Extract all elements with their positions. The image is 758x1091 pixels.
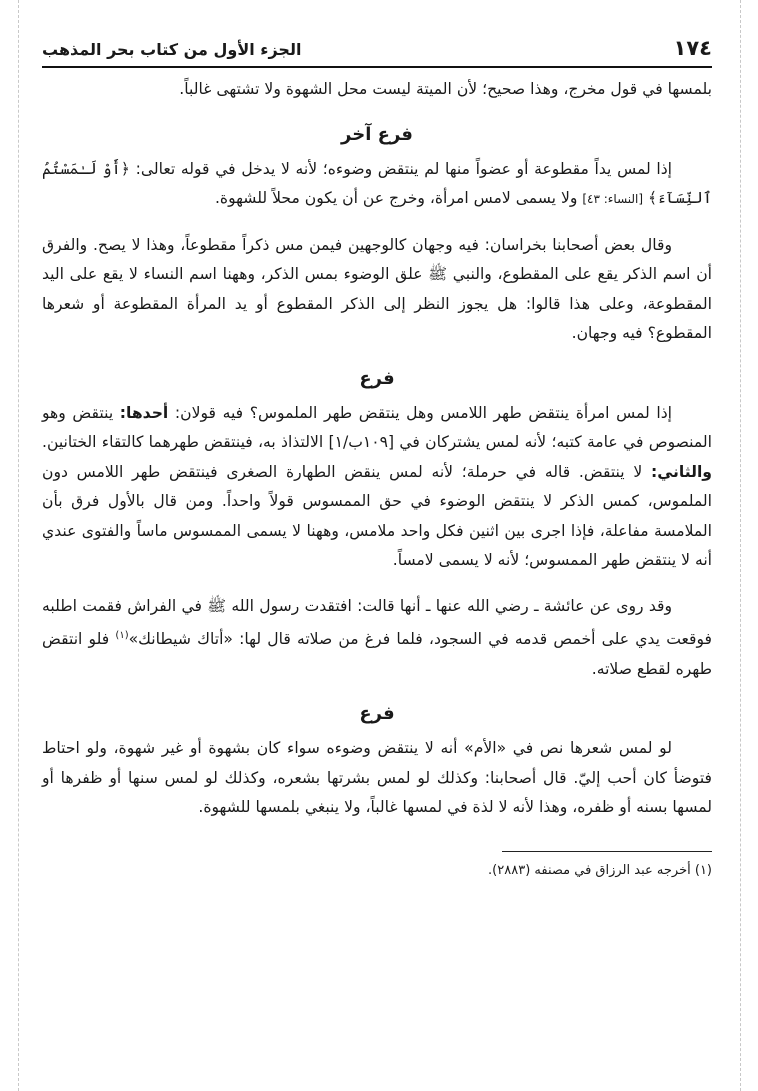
binding-fold-right bbox=[740, 0, 741, 1091]
binding-fold-left bbox=[18, 0, 19, 1091]
text-run: إذا لمس امرأة ينتقض طهر اللامس وهل ينتقض طهر الملموس؟ فيه قولان: bbox=[168, 403, 672, 422]
footnote-marker: (١) bbox=[115, 630, 129, 641]
verse-reference: [النساء: ٤٣] bbox=[582, 192, 644, 206]
text-run: وقد روى عن عائشة ـ رضي الله عنها ـ أنها قالت: افتقدت رسول الله ﷺ في الفراش فقمت اطلبه فوقعت يدي على أخمص قدمه في السجود، فلما فرغ من صلاته قال لها: «أتاك شيطانك» bbox=[42, 596, 712, 649]
lead-word-second: والثاني: bbox=[651, 462, 712, 481]
section-heading-far-1: فرع bbox=[359, 367, 395, 389]
book-page bbox=[42, 36, 712, 882]
footnote: (١) أخرجه عبد الرزاق في مصنفه (٢٨٨٣). bbox=[488, 862, 712, 878]
text-run: لا ينتقض. قاله في حرملة؛ لأنه لمس ينقض الطهارة الصغرى فينتقض طهر اللامس دون الملموس، كمس الذكر لا ينتقض الوضوء في حق الممسوس قولاً واحداً. ومن قال بالأول فرق بأن الملامسة مفاعلة، فإذا اجرى بين اثنين فكل واحد ملامس، وههنا لا يسمى الممسوس ماساً والفتوى عندي أنه لا ينتقض طهر الممسوس؛ لأنه لا يسمى لامساً. bbox=[42, 462, 712, 569]
text-run: إذا لمس يداً مقطوعة أو عضواً منها لم ينتقض وضوءه؛ لأنه لا يدخل في قوله تعالى: bbox=[129, 159, 672, 178]
page-number: ١٧٤ bbox=[673, 36, 712, 60]
text-run: ولا يسمى لامس امرأة، وخرج عن أن يكون محلاً للشهوة. bbox=[214, 189, 583, 207]
text-run: ينتقض وهو المنصوص في عامة كتبه؛ لأنه لمس يشتركان في [١٠٩ب/١] الالتذاذ به، فينتقض طهرهما كالتقاء الختانين. bbox=[42, 403, 712, 451]
footnote-divider bbox=[502, 851, 712, 852]
paragraph-khurasan-view: وقال بعض أصحابنا بخراسان: فيه وجهان كالوجهين فيمن مس ذكراً مقطوعاً، وهذا لا يصح. والفرق أن اسم الذكر يقع على المقطوع، والنبي ﷺ علق الوضوء بمس الذكر، وههنا اسم النساء لا يقع على اليد المقطوعة، وعلى هذا قالوا: هل يجوز النظر إلى الذكر المقطوع أو يد المرأة المقطوعة أو شعرها المقطوع؟ فيه وجهان. bbox=[42, 235, 712, 342]
paragraph-cut-hand bbox=[42, 155, 712, 215]
section-heading-far-2: فرع bbox=[359, 703, 395, 725]
paragraph-two-opinions bbox=[42, 399, 712, 576]
page-header bbox=[42, 36, 712, 68]
paragraph-aisha-hadith bbox=[42, 592, 712, 685]
text-run: فلو انتقض طهره لقطع صلاته. bbox=[42, 630, 712, 678]
intro-paragraph: بلمسها في قول مخرج، وهذا صحيح؛ لأن الميتة ليست محل الشهوة ولا تشتهى غالباً. bbox=[179, 80, 712, 98]
paragraph-hair-touch: لو لمس شعرها نص في «الأم» أنه لا ينتقض وضوءه سواء كان بشهوة أو غير شهوة، ولو احتاط فتوضأ كان أحب إليّ. قال أصحابنا: وكذلك لو لمس بشرتها بشعره، وكذلك لو لمس سنها أو ظفرها أو لمسها بسنه أو ظفره، وهذا لأنه لا لذة في لمسها غالباً، ولا ينبغي بلمسها للشهوة. bbox=[42, 739, 712, 817]
quran-verse: ﴿أَوْ لَـٰمَسْتُمُ ٱلنِّسَآءَ﴾ bbox=[42, 159, 712, 207]
section-heading-far-akhar: فرع آخر bbox=[341, 123, 413, 145]
lead-word-first: أحدها: bbox=[119, 403, 169, 422]
running-title: الجزء الأول من كتاب بحر المذهب bbox=[42, 40, 302, 59]
